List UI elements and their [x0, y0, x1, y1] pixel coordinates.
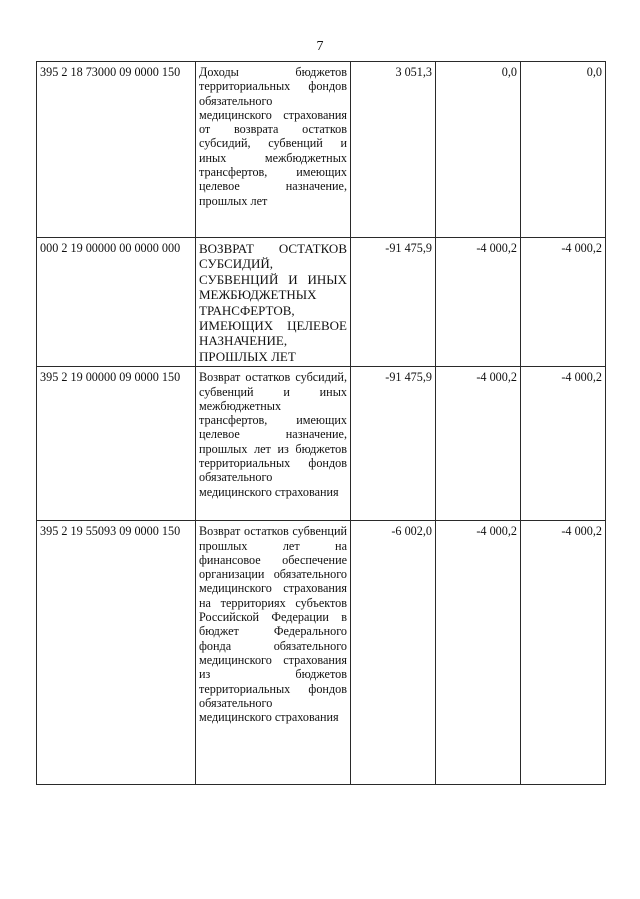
- budget-code-cell: 395 2 19 55093 09 0000 150: [37, 521, 196, 785]
- amount-cell-1: -91 475,9: [351, 238, 436, 367]
- amount-cell-3: -4 000,2: [521, 367, 606, 521]
- amount-cell-2: -4 000,2: [436, 521, 521, 785]
- description-cell: Доходы бюджетов территориальных фондов обязательного медицинского страхования от возврата остатков субсидий, субвенций и иных межбюджетных трансфертов, имеющих целевое назначение, прошлых лет: [196, 62, 351, 238]
- amount-cell-3: -4 000,2: [521, 238, 606, 367]
- amount-cell-2: 0,0: [436, 62, 521, 238]
- amount-cell-3: -4 000,2: [521, 521, 606, 785]
- page-number: 7: [316, 39, 324, 54]
- description-cell: ВОЗВРАТ ОСТАТКОВ СУБСИДИЙ, СУБВЕНЦИЙ И ИНЫХ МЕЖБЮДЖЕТНЫХ ТРАНСФЕРТОВ, ИМЕЮЩИХ ЦЕЛЕВОЕ НАЗНАЧЕНИЕ, ПРОШЛЫХ ЛЕТ: [196, 238, 351, 367]
- table-row: [37, 238, 606, 367]
- amount-cell-1: -6 002,0: [351, 521, 436, 785]
- amount-cell-1: -91 475,9: [351, 367, 436, 521]
- budget-code-cell: 395 2 18 73000 09 0000 150: [37, 62, 196, 238]
- table-row: [37, 521, 606, 785]
- amount-cell-3: 0,0: [521, 62, 606, 238]
- table-row: [37, 367, 606, 521]
- amount-cell-2: -4 000,2: [436, 367, 521, 521]
- budget-code-cell: 395 2 19 00000 09 0000 150: [37, 367, 196, 521]
- table-row: [37, 62, 606, 238]
- budget-table: [36, 61, 606, 785]
- budget-code-cell: 000 2 19 00000 00 0000 000: [37, 238, 196, 367]
- amount-cell-2: -4 000,2: [436, 238, 521, 367]
- amount-cell-1: 3 051,3: [351, 62, 436, 238]
- description-cell: Возврат остатков субсидий, субвенций и иных межбюджетных трансфертов, имеющих целевое назначение, прошлых лет из бюджетов территориальных фондов обязательного медицинского страхования: [196, 367, 351, 521]
- description-cell: Возврат остатков субвенций прошлых лет на финансовое обеспечение организации обязательного медицинского страхования на территориях субъектов Российской Федерации в бюджет Федерального фонда обязательного медицинского страхования из бюджетов территориальных фондов обязательного медицинского страхования: [196, 521, 351, 785]
